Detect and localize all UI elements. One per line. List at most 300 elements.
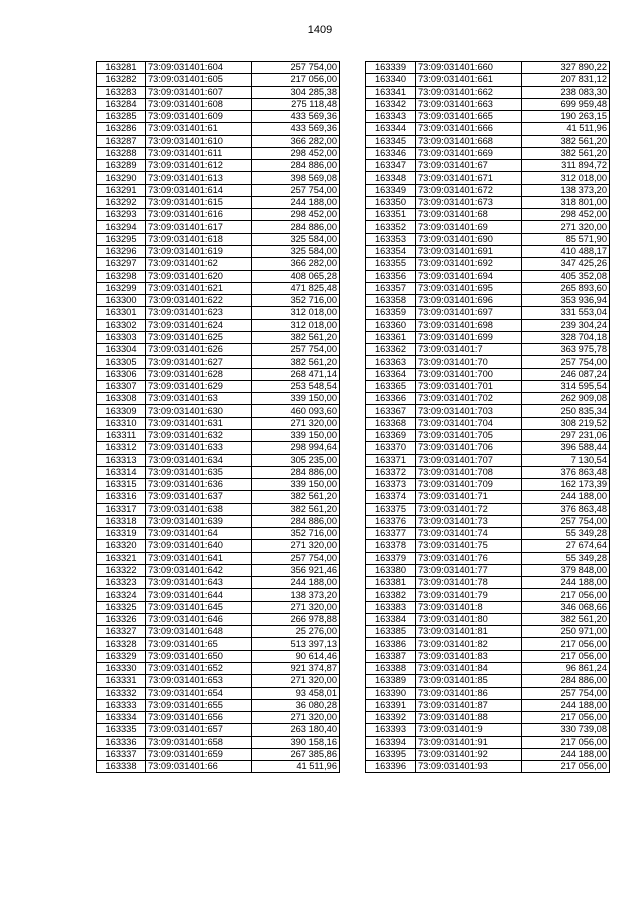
value-cell: 408 065,28 bbox=[252, 270, 340, 282]
cadastral-number-cell: 73:09:031401:92 bbox=[416, 748, 522, 760]
row-id-cell: 163304 bbox=[97, 344, 146, 356]
row-id-cell: 163333 bbox=[97, 699, 146, 711]
value-cell: 347 425,26 bbox=[522, 258, 610, 270]
table-row bbox=[97, 479, 340, 491]
cadastral-number-cell: 73:09:031401:657 bbox=[146, 724, 252, 736]
row-id-cell: 163320 bbox=[97, 540, 146, 552]
table-row bbox=[97, 160, 340, 172]
row-id-cell: 163388 bbox=[366, 663, 416, 675]
table-row bbox=[97, 429, 340, 441]
value-cell: 41 511,96 bbox=[522, 123, 610, 135]
row-id-cell: 163342 bbox=[366, 98, 416, 110]
table-row bbox=[97, 442, 340, 454]
cadastral-number-cell: 73:09:031401:636 bbox=[146, 479, 252, 491]
table-row bbox=[366, 479, 610, 491]
cadastral-number-cell: 73:09:031401:641 bbox=[146, 552, 252, 564]
row-id-cell: 163384 bbox=[366, 613, 416, 625]
value-cell: 271 320,00 bbox=[252, 601, 340, 613]
value-cell: 312 018,00 bbox=[252, 319, 340, 331]
row-id-cell: 163396 bbox=[366, 761, 416, 773]
table-row bbox=[366, 466, 610, 478]
row-id-cell: 163282 bbox=[97, 74, 146, 86]
row-id-cell: 163352 bbox=[366, 221, 416, 233]
value-cell: 284 886,00 bbox=[252, 466, 340, 478]
row-id-cell: 163297 bbox=[97, 258, 146, 270]
value-cell: 262 909,08 bbox=[522, 393, 610, 405]
cadastral-number-cell: 73:09:031401:662 bbox=[416, 86, 522, 98]
row-id-cell: 163327 bbox=[97, 626, 146, 638]
cadastral-number-cell: 73:09:031401:655 bbox=[146, 699, 252, 711]
value-cell: 382 561,20 bbox=[252, 503, 340, 515]
value-cell: 250 835,34 bbox=[522, 405, 610, 417]
table-row bbox=[97, 663, 340, 675]
cadastral-number-cell: 73:09:031401:91 bbox=[416, 736, 522, 748]
row-id-cell: 163369 bbox=[366, 429, 416, 441]
value-cell: 298 994,64 bbox=[252, 442, 340, 454]
value-cell: 325 584,00 bbox=[252, 245, 340, 257]
row-id-cell: 163291 bbox=[97, 184, 146, 196]
value-cell: 339 150,00 bbox=[252, 429, 340, 441]
cadastral-number-cell: 73:09:031401:612 bbox=[146, 160, 252, 172]
row-id-cell: 163362 bbox=[366, 344, 416, 356]
table-row bbox=[366, 172, 610, 184]
cadastral-number-cell: 73:09:031401:80 bbox=[416, 613, 522, 625]
cadastral-number-cell: 73:09:031401:66 bbox=[146, 761, 252, 773]
value-cell: 271 320,00 bbox=[252, 712, 340, 724]
value-cell: 217 056,00 bbox=[522, 638, 610, 650]
value-cell: 217 056,00 bbox=[522, 589, 610, 601]
row-id-cell: 163319 bbox=[97, 528, 146, 540]
table-row bbox=[97, 748, 340, 760]
value-cell: 96 861,24 bbox=[522, 663, 610, 675]
value-cell: 312 018,00 bbox=[252, 307, 340, 319]
cadastral-number-cell: 73:09:031401:697 bbox=[416, 307, 522, 319]
cadastral-number-cell: 73:09:031401:653 bbox=[146, 675, 252, 687]
cadastral-number-cell: 73:09:031401:78 bbox=[416, 577, 522, 589]
value-cell: 312 018,00 bbox=[522, 172, 610, 184]
row-id-cell: 163290 bbox=[97, 172, 146, 184]
value-cell: 244 188,00 bbox=[252, 196, 340, 208]
value-cell: 339 150,00 bbox=[252, 393, 340, 405]
cadastral-number-cell: 73:09:031401:7 bbox=[416, 344, 522, 356]
table-row bbox=[97, 380, 340, 392]
value-cell: 284 886,00 bbox=[252, 515, 340, 527]
table-row bbox=[97, 62, 340, 74]
row-id-cell: 163389 bbox=[366, 675, 416, 687]
table-row bbox=[97, 687, 340, 699]
table-row bbox=[97, 258, 340, 270]
value-cell: 217 056,00 bbox=[522, 712, 610, 724]
cadastral-number-cell: 73:09:031401:608 bbox=[146, 98, 252, 110]
cadastral-number-cell: 73:09:031401:70 bbox=[416, 356, 522, 368]
row-id-cell: 163296 bbox=[97, 245, 146, 257]
table-row bbox=[366, 650, 610, 662]
row-id-cell: 163349 bbox=[366, 184, 416, 196]
row-id-cell: 163311 bbox=[97, 429, 146, 441]
cadastral-number-cell: 73:09:031401:691 bbox=[416, 245, 522, 257]
cadastral-number-cell: 73:09:031401:702 bbox=[416, 393, 522, 405]
table-row bbox=[97, 650, 340, 662]
value-cell: 266 978,88 bbox=[252, 613, 340, 625]
cadastral-number-cell: 73:09:031401:84 bbox=[416, 663, 522, 675]
value-cell: 275 118,48 bbox=[252, 98, 340, 110]
table-row bbox=[366, 564, 610, 576]
table-row bbox=[97, 98, 340, 110]
cadastral-number-cell: 73:09:031401:698 bbox=[416, 319, 522, 331]
table-row bbox=[97, 601, 340, 613]
cadastral-number-cell: 73:09:031401:630 bbox=[146, 405, 252, 417]
value-cell: 207 831,12 bbox=[522, 74, 610, 86]
cadastral-number-cell: 73:09:031401:75 bbox=[416, 540, 522, 552]
row-id-cell: 163359 bbox=[366, 307, 416, 319]
row-id-cell: 163308 bbox=[97, 393, 146, 405]
table-row bbox=[97, 196, 340, 208]
table-row bbox=[366, 601, 610, 613]
row-id-cell: 163367 bbox=[366, 405, 416, 417]
value-cell: 410 488,17 bbox=[522, 245, 610, 257]
value-cell: 353 936,94 bbox=[522, 295, 610, 307]
cadastral-number-cell: 73:09:031401:700 bbox=[416, 368, 522, 380]
cadastral-number-cell: 73:09:031401:668 bbox=[416, 135, 522, 147]
cadastral-number-cell: 73:09:031401:614 bbox=[146, 184, 252, 196]
table-row bbox=[366, 663, 610, 675]
cadastral-number-cell: 73:09:031401:633 bbox=[146, 442, 252, 454]
cadastral-number-cell: 73:09:031401:629 bbox=[146, 380, 252, 392]
table-row bbox=[97, 589, 340, 601]
value-cell: 138 373,20 bbox=[252, 589, 340, 601]
cadastral-number-cell: 73:09:031401:694 bbox=[416, 270, 522, 282]
cadastral-number-cell: 73:09:031401:73 bbox=[416, 515, 522, 527]
row-id-cell: 163293 bbox=[97, 209, 146, 221]
cadastral-number-cell: 73:09:031401:692 bbox=[416, 258, 522, 270]
cadastral-number-cell: 73:09:031401:613 bbox=[146, 172, 252, 184]
table-row bbox=[366, 454, 610, 466]
table-row bbox=[97, 344, 340, 356]
value-cell: 271 320,00 bbox=[522, 221, 610, 233]
table-row bbox=[97, 147, 340, 159]
table-row bbox=[366, 258, 610, 270]
cadastral-number-cell: 73:09:031401:635 bbox=[146, 466, 252, 478]
value-cell: 398 569,08 bbox=[252, 172, 340, 184]
row-id-cell: 163395 bbox=[366, 748, 416, 760]
row-id-cell: 163283 bbox=[97, 86, 146, 98]
cadastral-number-cell: 73:09:031401:638 bbox=[146, 503, 252, 515]
row-id-cell: 163336 bbox=[97, 736, 146, 748]
row-id-cell: 163325 bbox=[97, 601, 146, 613]
cadastral-number-cell: 73:09:031401:706 bbox=[416, 442, 522, 454]
row-id-cell: 163343 bbox=[366, 111, 416, 123]
value-cell: 271 320,00 bbox=[252, 540, 340, 552]
table-row bbox=[97, 368, 340, 380]
table-row bbox=[366, 74, 610, 86]
cadastral-number-cell: 73:09:031401:696 bbox=[416, 295, 522, 307]
table-row bbox=[97, 675, 340, 687]
value-cell: 352 716,00 bbox=[252, 295, 340, 307]
value-cell: 284 886,00 bbox=[252, 221, 340, 233]
row-id-cell: 163328 bbox=[97, 638, 146, 650]
row-id-cell: 163285 bbox=[97, 111, 146, 123]
table-row bbox=[97, 356, 340, 368]
table-row bbox=[97, 417, 340, 429]
table-row bbox=[366, 344, 610, 356]
table-row bbox=[97, 577, 340, 589]
row-id-cell: 163339 bbox=[366, 62, 416, 74]
row-id-cell: 163305 bbox=[97, 356, 146, 368]
value-cell: 382 561,20 bbox=[252, 331, 340, 343]
value-cell: 433 569,36 bbox=[252, 111, 340, 123]
table-row bbox=[97, 221, 340, 233]
cadastral-number-cell: 73:09:031401:673 bbox=[416, 196, 522, 208]
row-id-cell: 163374 bbox=[366, 491, 416, 503]
row-id-cell: 163345 bbox=[366, 135, 416, 147]
table-row bbox=[366, 442, 610, 454]
table-row bbox=[366, 736, 610, 748]
table-row bbox=[366, 295, 610, 307]
table-row bbox=[366, 111, 610, 123]
table-row bbox=[97, 405, 340, 417]
cadastral-number-cell: 73:09:031401:67 bbox=[416, 160, 522, 172]
table-row bbox=[366, 123, 610, 135]
table-row bbox=[97, 123, 340, 135]
row-id-cell: 163391 bbox=[366, 699, 416, 711]
row-id-cell: 163350 bbox=[366, 196, 416, 208]
row-id-cell: 163286 bbox=[97, 123, 146, 135]
table-row bbox=[366, 368, 610, 380]
cadastral-number-cell: 73:09:031401:62 bbox=[146, 258, 252, 270]
cadastral-number-cell: 73:09:031401:658 bbox=[146, 736, 252, 748]
value-cell: 7 130,54 bbox=[522, 454, 610, 466]
value-cell: 271 320,00 bbox=[252, 675, 340, 687]
row-id-cell: 163373 bbox=[366, 479, 416, 491]
row-id-cell: 163361 bbox=[366, 331, 416, 343]
table-row bbox=[366, 589, 610, 601]
value-cell: 433 569,36 bbox=[252, 123, 340, 135]
cadastral-number-cell: 73:09:031401:663 bbox=[416, 98, 522, 110]
row-id-cell: 163301 bbox=[97, 307, 146, 319]
cadastral-number-cell: 73:09:031401:616 bbox=[146, 209, 252, 221]
table-row bbox=[366, 712, 610, 724]
value-cell: 382 561,20 bbox=[522, 135, 610, 147]
row-id-cell: 163323 bbox=[97, 577, 146, 589]
value-cell: 257 754,00 bbox=[522, 356, 610, 368]
cadastral-number-cell: 73:09:031401:690 bbox=[416, 233, 522, 245]
cadastral-number-cell: 73:09:031401:618 bbox=[146, 233, 252, 245]
cadastral-number-cell: 73:09:031401:626 bbox=[146, 344, 252, 356]
cadastral-number-cell: 73:09:031401:650 bbox=[146, 650, 252, 662]
table-row bbox=[366, 540, 610, 552]
cadastral-number-cell: 73:09:031401:71 bbox=[416, 491, 522, 503]
table-row bbox=[97, 245, 340, 257]
table-row bbox=[366, 528, 610, 540]
value-cell: 90 614,46 bbox=[252, 650, 340, 662]
value-cell: 253 548,54 bbox=[252, 380, 340, 392]
row-id-cell: 163378 bbox=[366, 540, 416, 552]
row-id-cell: 163281 bbox=[97, 62, 146, 74]
row-id-cell: 163365 bbox=[366, 380, 416, 392]
table-row bbox=[366, 62, 610, 74]
row-id-cell: 163302 bbox=[97, 319, 146, 331]
value-cell: 382 561,20 bbox=[522, 613, 610, 625]
cadastral-number-cell: 73:09:031401:86 bbox=[416, 687, 522, 699]
row-id-cell: 163387 bbox=[366, 650, 416, 662]
row-id-cell: 163303 bbox=[97, 331, 146, 343]
cadastral-number-cell: 73:09:031401:644 bbox=[146, 589, 252, 601]
table-row bbox=[97, 295, 340, 307]
value-cell: 85 571,90 bbox=[522, 233, 610, 245]
cadastral-number-cell: 73:09:031401:627 bbox=[146, 356, 252, 368]
table-row bbox=[366, 638, 610, 650]
table-row bbox=[97, 307, 340, 319]
value-cell: 138 373,20 bbox=[522, 184, 610, 196]
table-row bbox=[366, 515, 610, 527]
value-cell: 314 595,54 bbox=[522, 380, 610, 392]
row-id-cell: 163386 bbox=[366, 638, 416, 650]
table-row bbox=[366, 724, 610, 736]
row-id-cell: 163300 bbox=[97, 295, 146, 307]
row-id-cell: 163375 bbox=[366, 503, 416, 515]
row-id-cell: 163385 bbox=[366, 626, 416, 638]
cadastral-number-cell: 73:09:031401:703 bbox=[416, 405, 522, 417]
cadastral-number-cell: 73:09:031401:639 bbox=[146, 515, 252, 527]
table-row bbox=[97, 724, 340, 736]
row-id-cell: 163312 bbox=[97, 442, 146, 454]
table-row bbox=[366, 380, 610, 392]
table-row bbox=[97, 613, 340, 625]
row-id-cell: 163329 bbox=[97, 650, 146, 662]
value-cell: 36 080,28 bbox=[252, 699, 340, 711]
value-cell: 699 959,48 bbox=[522, 98, 610, 110]
cadastral-number-cell: 73:09:031401:621 bbox=[146, 282, 252, 294]
value-cell: 244 188,00 bbox=[522, 748, 610, 760]
row-id-cell: 163289 bbox=[97, 160, 146, 172]
row-id-cell: 163390 bbox=[366, 687, 416, 699]
row-id-cell: 163353 bbox=[366, 233, 416, 245]
table-row bbox=[366, 221, 610, 233]
value-cell: 298 452,00 bbox=[252, 209, 340, 221]
value-cell: 284 886,00 bbox=[522, 675, 610, 687]
table-row bbox=[97, 515, 340, 527]
value-cell: 239 304,24 bbox=[522, 319, 610, 331]
table-row bbox=[97, 270, 340, 282]
value-cell: 308 219,52 bbox=[522, 417, 610, 429]
row-id-cell: 163380 bbox=[366, 564, 416, 576]
value-cell: 396 588,44 bbox=[522, 442, 610, 454]
row-id-cell: 163288 bbox=[97, 147, 146, 159]
row-id-cell: 163332 bbox=[97, 687, 146, 699]
page-number: 1409 bbox=[307, 24, 333, 36]
table-row bbox=[366, 319, 610, 331]
row-id-cell: 163341 bbox=[366, 86, 416, 98]
table-row bbox=[97, 466, 340, 478]
cadastral-number-cell: 73:09:031401:77 bbox=[416, 564, 522, 576]
cadastral-number-cell: 73:09:031401:654 bbox=[146, 687, 252, 699]
value-cell: 162 173,39 bbox=[522, 479, 610, 491]
value-cell: 250 971,00 bbox=[522, 626, 610, 638]
table-row bbox=[366, 613, 610, 625]
row-id-cell: 163382 bbox=[366, 589, 416, 601]
row-id-cell: 163370 bbox=[366, 442, 416, 454]
cadastral-number-cell: 73:09:031401:652 bbox=[146, 663, 252, 675]
row-id-cell: 163383 bbox=[366, 601, 416, 613]
table-row bbox=[97, 74, 340, 86]
value-cell: 376 863,48 bbox=[522, 466, 610, 478]
value-cell: 263 180,40 bbox=[252, 724, 340, 736]
table-row bbox=[97, 135, 340, 147]
cadastral-number-cell: 73:09:031401:628 bbox=[146, 368, 252, 380]
table-row bbox=[366, 307, 610, 319]
cadastral-number-cell: 73:09:031401:646 bbox=[146, 613, 252, 625]
value-cell: 268 471,14 bbox=[252, 368, 340, 380]
cadastral-number-cell: 73:09:031401:9 bbox=[416, 724, 522, 736]
cadastral-number-cell: 73:09:031401:661 bbox=[416, 74, 522, 86]
row-id-cell: 163330 bbox=[97, 663, 146, 675]
cadastral-number-cell: 73:09:031401:619 bbox=[146, 245, 252, 257]
table-row bbox=[366, 761, 610, 773]
cadastral-number-cell: 73:09:031401:61 bbox=[146, 123, 252, 135]
value-cell: 55 349,28 bbox=[522, 528, 610, 540]
cadastral-number-cell: 73:09:031401:617 bbox=[146, 221, 252, 233]
row-id-cell: 163292 bbox=[97, 196, 146, 208]
value-cell: 390 158,16 bbox=[252, 736, 340, 748]
value-cell: 93 458,01 bbox=[252, 687, 340, 699]
value-cell: 327 890,22 bbox=[522, 62, 610, 74]
cadastral-number-cell: 73:09:031401:63 bbox=[146, 393, 252, 405]
table-row bbox=[97, 184, 340, 196]
value-cell: 217 056,00 bbox=[252, 74, 340, 86]
value-cell: 366 282,00 bbox=[252, 135, 340, 147]
value-cell: 217 056,00 bbox=[522, 761, 610, 773]
table-row bbox=[366, 209, 610, 221]
table-row bbox=[366, 245, 610, 257]
cadastral-number-cell: 73:09:031401:64 bbox=[146, 528, 252, 540]
row-id-cell: 163360 bbox=[366, 319, 416, 331]
cadastral-number-cell: 73:09:031401:604 bbox=[146, 62, 252, 74]
value-cell: 311 894,72 bbox=[522, 160, 610, 172]
value-cell: 405 352,08 bbox=[522, 270, 610, 282]
table-row bbox=[366, 491, 610, 503]
table-row bbox=[366, 393, 610, 405]
row-id-cell: 163307 bbox=[97, 380, 146, 392]
table-row bbox=[97, 699, 340, 711]
cadastral-number-cell: 73:09:031401:672 bbox=[416, 184, 522, 196]
value-cell: 331 553,04 bbox=[522, 307, 610, 319]
cadastral-number-cell: 73:09:031401:625 bbox=[146, 331, 252, 343]
value-cell: 238 083,30 bbox=[522, 86, 610, 98]
value-cell: 257 754,00 bbox=[522, 515, 610, 527]
cadastral-number-cell: 73:09:031401:82 bbox=[416, 638, 522, 650]
row-id-cell: 163348 bbox=[366, 172, 416, 184]
value-cell: 352 716,00 bbox=[252, 528, 340, 540]
cadastral-number-cell: 73:09:031401:708 bbox=[416, 466, 522, 478]
cadastral-number-cell: 73:09:031401:68 bbox=[416, 209, 522, 221]
table-row bbox=[366, 552, 610, 564]
cadastral-number-cell: 73:09:031401:83 bbox=[416, 650, 522, 662]
value-cell: 346 068,66 bbox=[522, 601, 610, 613]
cadastral-number-cell: 73:09:031401:642 bbox=[146, 564, 252, 576]
table-row bbox=[366, 356, 610, 368]
cadastral-number-cell: 73:09:031401:659 bbox=[146, 748, 252, 760]
cadastral-number-cell: 73:09:031401:611 bbox=[146, 147, 252, 159]
table-row bbox=[97, 393, 340, 405]
row-id-cell: 163326 bbox=[97, 613, 146, 625]
row-id-cell: 163335 bbox=[97, 724, 146, 736]
table-row bbox=[97, 172, 340, 184]
value-cell: 257 754,00 bbox=[252, 62, 340, 74]
table-row bbox=[366, 282, 610, 294]
cadastral-number-cell: 73:09:031401:634 bbox=[146, 454, 252, 466]
value-cell: 513 397,13 bbox=[252, 638, 340, 650]
value-cell: 190 263,15 bbox=[522, 111, 610, 123]
